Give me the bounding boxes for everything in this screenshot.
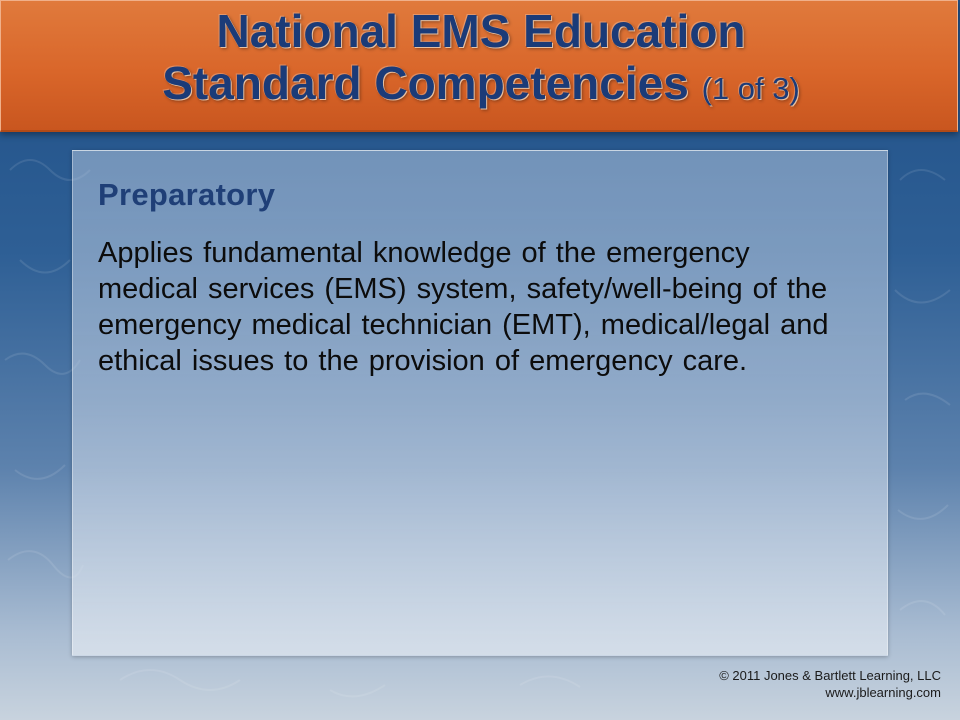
slide-title-line-2 [1, 57, 960, 115]
title-bar [0, 0, 958, 132]
slide-title-line-1: National EMS Education [216, 5, 746, 57]
copyright-text: © 2011 Jones & Bartlett Learning, LLC [719, 668, 941, 683]
content-panel [72, 150, 888, 656]
slide-page-indicator: (1 of 3) [701, 71, 800, 106]
section-body-text: Applies fundamental knowledge of the emergency medical services (EMS) system, safety/well-being of the emergency medical technician (EMT), medical/legal and ethical issues to the provision of emergency care. [98, 237, 829, 377]
section-heading: Preparatory [98, 177, 276, 212]
website-text: www.jblearning.com [825, 685, 941, 700]
slide-title-text: Standard Competencies [162, 57, 689, 109]
footer [719, 667, 941, 701]
